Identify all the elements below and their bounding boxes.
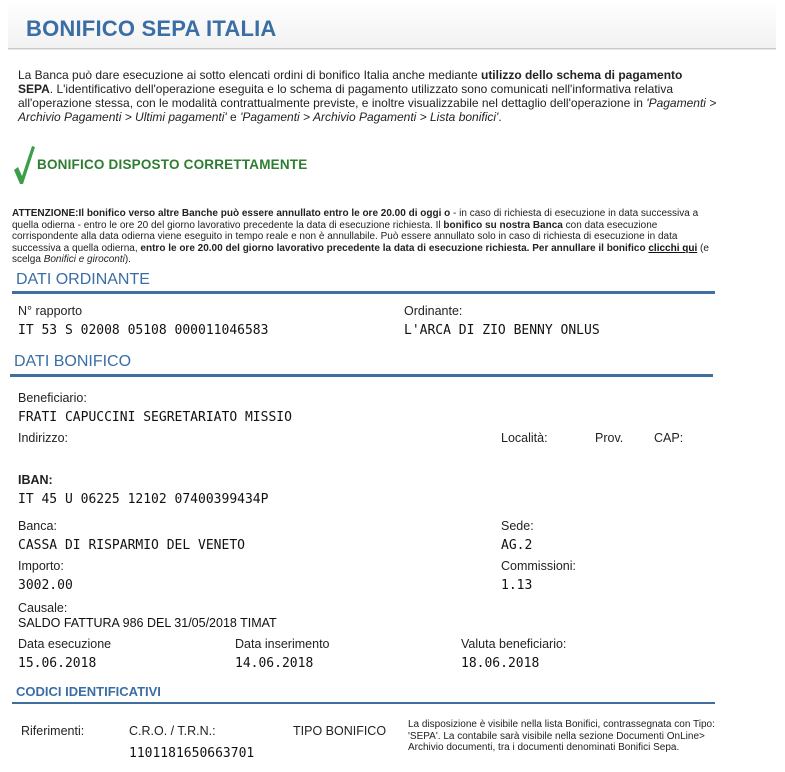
commissioni-value: 1.13 — [501, 578, 533, 593]
warning-text — [12, 208, 712, 266]
intro-part: . L'identificativo dell'operazione eseguita e lo schema di pagamento utilizzato sono comunicati nell'informativa relativa all'operazione stessa, con le modalità contrattualmente previste, e inoltre visualizzabile nel dettaglio dell'operazione in — [18, 82, 674, 110]
localita-label: Località: — [501, 431, 548, 445]
warning-bold: entro le ore 20.00 del giorno lavorativo precedente la data di esecuzione richiesta. Per annullare il bonifico — [140, 242, 649, 254]
success-message: BONIFICO DISPOSTO CORRETTAMENTE — [37, 157, 308, 172]
page-header — [8, 0, 776, 49]
section-codici-identificativi: CODICI IDENTIFICATIVI — [12, 684, 715, 704]
intro-part: La Banca può dare esecuzione ai sotto elencati ordini di bonifico Italia anche mediante — [18, 68, 481, 82]
commissioni-label: Commissioni: — [501, 559, 577, 573]
causale-label: Causale: — [18, 601, 68, 615]
intro-path-lista: 'Pagamenti > Archivio Pagamenti > Lista bonifici' — [240, 110, 499, 124]
cro-value: 1101181650663701 — [129, 746, 255, 761]
ordinante-label: Ordinante: — [404, 304, 463, 318]
warning-part: - in caso di richiesta di esecuzione in data successiva a quella odierna - entro le ore 20 del giorno lavorativo precedente la data di esecuzione richiesta. Il — [12, 208, 699, 231]
section-dati-bonifico: DATI BONIFICO — [10, 353, 713, 377]
importo-value: 3002.00 — [18, 578, 73, 593]
warning-part: ). — [124, 254, 131, 266]
warning-part: (e scelga — [12, 242, 709, 266]
ordinante-value: L'ARCA DI ZIO BENNY ONLUS — [404, 323, 600, 338]
warning-italic: Bonifici e giroconti — [43, 254, 125, 266]
data-inserimento-value: 14.06.2018 — [235, 656, 314, 671]
riferimenti-label: Riferimenti: — [21, 724, 85, 738]
causale-value: SALDO FATTURA 986 DEL 31/05/2018 TIMAT — [18, 616, 277, 630]
indirizzo-label: Indirizzo: — [18, 431, 69, 445]
intro-path-ultimi: 'Pagamenti > Archivio Pagamenti > Ultimi pagamenti' — [18, 96, 717, 124]
rapporto-label: N° rapporto — [18, 304, 83, 318]
data-esecuzione-label: Data esecuzione — [18, 637, 112, 651]
sede-value: AG.2 — [501, 538, 533, 553]
iban-value: IT 45 U 06225 12102 07400399434P — [18, 492, 269, 507]
beneficiario-label: Beneficiario: — [18, 391, 87, 405]
cancel-transfer-link[interactable]: clicchi qui — [648, 242, 698, 254]
valuta-beneficiario-value: 18.06.2018 — [461, 656, 540, 671]
intro-bold: utilizzo dello schema di pagamento SEPA — [18, 68, 683, 96]
importo-label: Importo: — [18, 559, 64, 573]
iban-label: IBAN: — [18, 473, 53, 487]
intro-text — [18, 68, 718, 124]
valuta-beneficiario-label: Valuta beneficiario: — [461, 637, 567, 651]
beneficiario-value: FRATI CAPUCCINI SEGRETARIATO MISSIO — [18, 410, 292, 425]
visibility-note: La disposizione è visibile nella lista Bonifici, contrassegnata con Tipo: 'SEPA'. La contabile sarà visibile nella sezione Documenti OnLine> Archivio documenti, tra i documenti denominati Bonifici Sepa. — [408, 719, 715, 754]
tipo-bonifico-label: TIPO BONIFICO — [293, 724, 387, 738]
cro-label: C.R.O. / T.R.N.: — [129, 724, 216, 738]
warning-label: ATTENZIONE: — [12, 208, 79, 219]
warning-bold: bonifico su nostra Banca — [443, 219, 563, 231]
intro-part: e — [226, 110, 241, 124]
page-title: BONIFICO SEPA ITALIA — [26, 16, 277, 41]
checkmark-icon — [12, 144, 36, 186]
data-inserimento-label: Data inserimento — [235, 637, 330, 651]
sede-label: Sede: — [501, 519, 534, 533]
data-esecuzione-value: 15.06.2018 — [18, 656, 97, 671]
warning-bold: Il bonifico verso altre Banche può essere annullato entro le ore 20.00 di oggi o — [78, 208, 451, 219]
banca-label: Banca: — [18, 519, 57, 533]
cap-label: CAP: — [654, 431, 684, 445]
prov-label: Prov. — [595, 431, 624, 445]
rapporto-value: IT 53 S 02008 05108 000011046583 — [18, 323, 269, 338]
warning-part: con data esecuzione corrispondente alla data odierna viene eseguito in tempo reale e non è annullabile. Può essere annullato solo in caso di richiesta di esecuzione in data successiva a quella odierna, — [12, 219, 678, 254]
banca-value: CASSA DI RISPARMIO DEL VENETO — [18, 538, 245, 553]
intro-part: . — [498, 110, 502, 124]
section-dati-ordinante: DATI ORDINANTE — [12, 271, 715, 294]
